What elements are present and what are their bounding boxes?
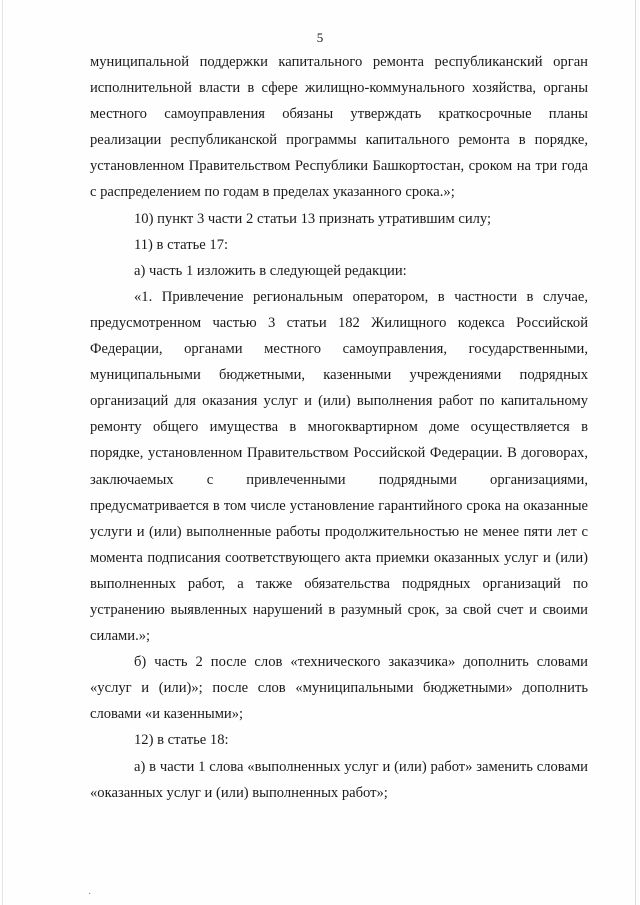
- page-number: 5: [316, 30, 324, 45]
- scan-speck: ·: [88, 889, 92, 900]
- paragraph-item-10: 10) пункт 3 части 2 статьи 13 признать утратившим силу;: [134, 210, 492, 227]
- paragraph-continuation: муниципальной поддержки капитального ремонта республиканский орган исполнительной власти в сфере жилищно-коммунального хозяйства, органы местного самоуправления обязаны утверждать краткосрочные планы реализации республиканской программы капитального ремонта в порядке, установленном Правительством Республики Башкортостан, сроком на три года с распределением по годам в пределах указанного срока.»;: [90, 54, 588, 201]
- paragraph-quoted-part-1: «1. Привлечение региональным оператором, в частности в случае, предусмотренном частью 3 статьи 182 Жилищного кодекса Российской Федерации, органами местного самоуправления, государственными, муниципальными бюджетными, казенными учреждениями подрядных организаций для оказания услуг и (или) выполнения работ по капитальному ремонту общего имущества в многоквартирном доме осуществляется в порядке, установленном Правительством Российской Федерации. В договорах, заключаемых с привлеченными подрядными организациями, предусматривается в том числе установление гарантийного срока на оказанные услуги и (или) выполненные работы продолжительностью не менее пяти лет с момента подписания соответствующего акта приемки оказанных услуг и (или) выполненных работ, а также обязательства подрядных организаций по устранению выявленных нарушений в разумный срок, за свой счет и своими силами.»;: [90, 288, 588, 645]
- paragraph-subitem-b: б) часть 2 после слов «технического заказчика» дополнить словами «услуг и (или)»; после слов «муниципальными бюджетными» дополнить словами «и казенными»;: [90, 654, 588, 723]
- paragraph-subitem-a: а) часть 1 изложить в следующей редакции:: [134, 262, 407, 279]
- scan-right-edge: [635, 0, 636, 905]
- paragraph-item-11: 11) в статье 17:: [134, 236, 229, 253]
- scan-left-edge: [2, 0, 3, 905]
- paragraph-subitem-a-2: а) в части 1 слова «выполненных услуг и (или) работ» заменить словами «оказанных услуг и (или) выполненных работ»;: [90, 758, 588, 801]
- document-body: [90, 49, 588, 806]
- paragraph-item-12: 12) в статье 18:: [134, 732, 229, 749]
